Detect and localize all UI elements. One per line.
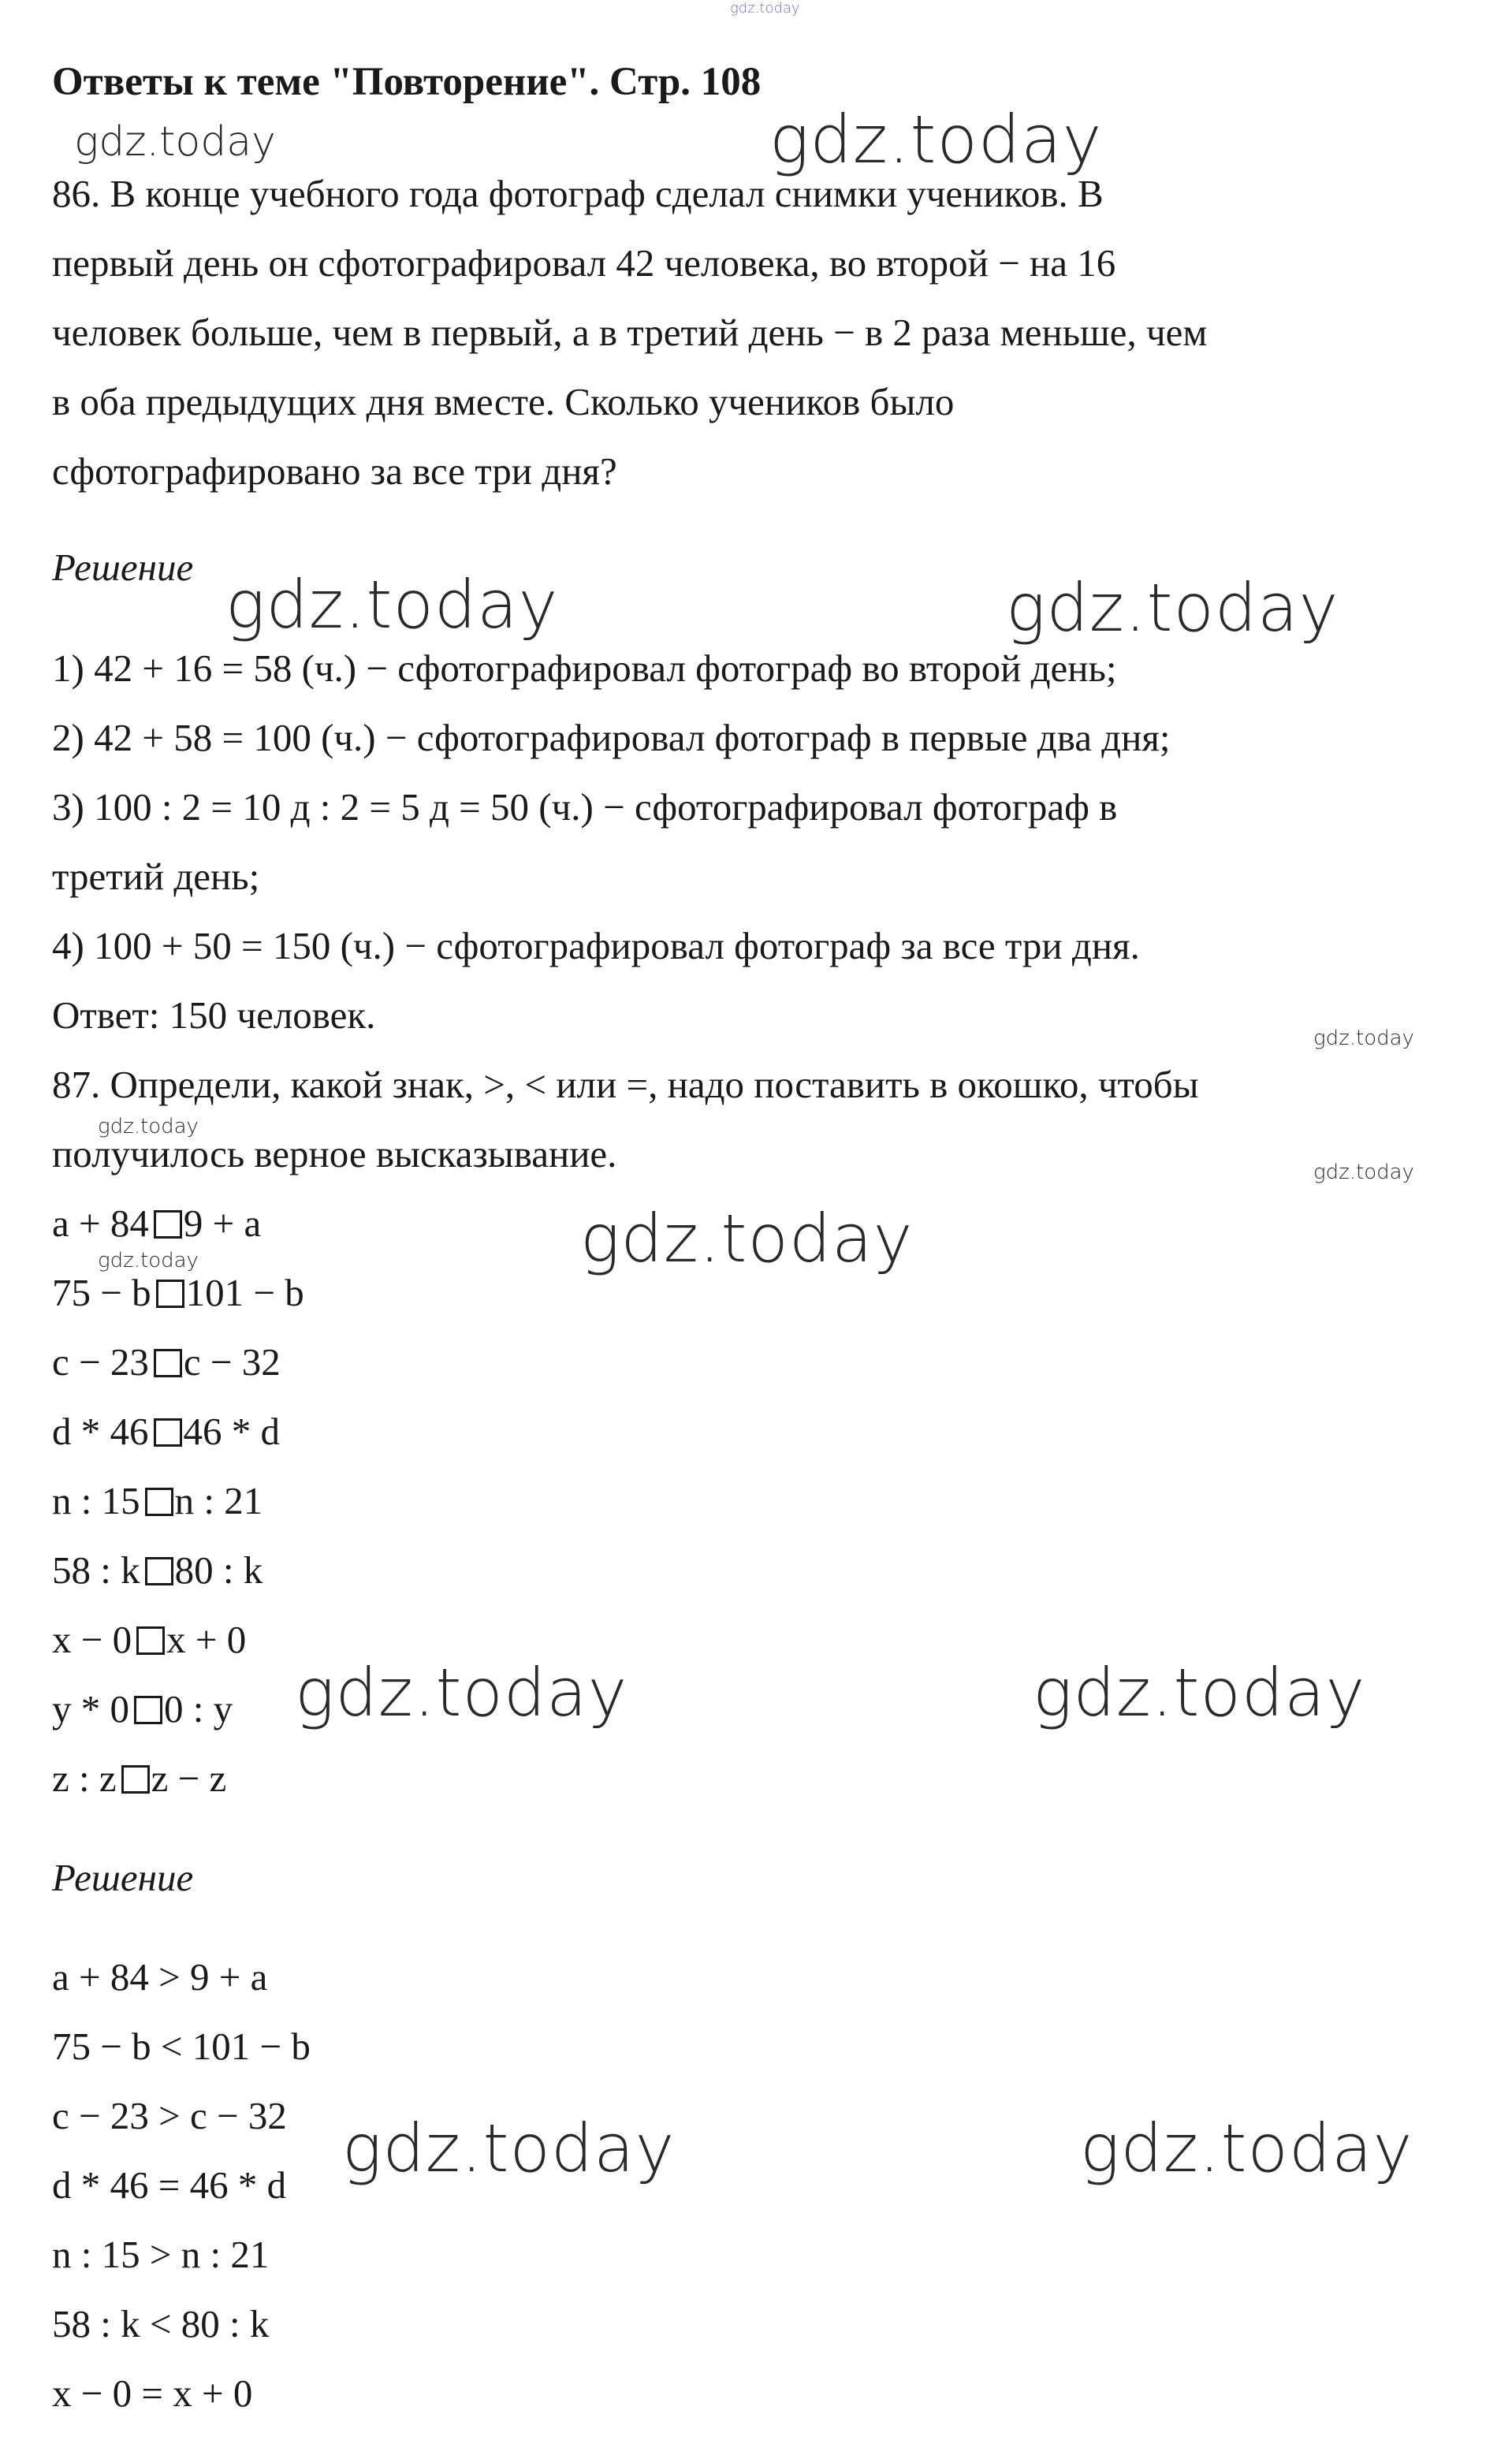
top-watermark: gdz.today	[730, 0, 800, 17]
watermark: gdz.today	[1313, 1026, 1414, 1050]
answer-box	[154, 1210, 182, 1239]
expression-row	[52, 1616, 246, 1663]
watermark: gdz.today	[1033, 1654, 1366, 1731]
expression-left: c − 23	[52, 1340, 149, 1384]
expression-row	[52, 1408, 280, 1455]
problem86-line-3: человек больше, чем в первый, а в третий день − в 2 раза меньше, чем	[52, 311, 1208, 354]
expression-left: x − 0	[52, 1618, 132, 1661]
answer-box	[154, 1349, 182, 1377]
expression-right: 101 − b	[185, 1271, 304, 1314]
watermark: gdz.today	[580, 1200, 914, 1277]
problem87-answer-line: 75 − b < 101 − b	[52, 2025, 311, 2068]
expression-right: 46 * d	[183, 1410, 280, 1453]
page-title: Ответы к теме "Повторение". Стр. 108	[52, 60, 762, 104]
answer-box	[154, 1418, 182, 1447]
problem86-line-1: 86. В конце учебного года фотограф сделал снимки учеников. В	[52, 172, 1104, 215]
problem86-line-5: сфотографировано за все три дня?	[52, 449, 617, 493]
expression-right: c − 32	[183, 1340, 281, 1384]
problem87-answer-line: d * 46 = 46 * d	[52, 2163, 287, 2207]
problem87-answer-line: a + 84 > 9 + a	[52, 1955, 268, 1999]
watermark: gdz.today	[225, 566, 559, 643]
problem86-solution-line-2: 2) 42 + 58 = 100 (ч.) − сфотографировал фотограф в первые два дня;	[52, 716, 1171, 759]
watermark: gdz.today	[98, 1115, 199, 1138]
expression-left: a + 84	[52, 1202, 149, 1245]
problem87-line-1: 87. Определи, какой знак, >, < или =, надо поставить в окошко, чтобы	[52, 1063, 1199, 1106]
expression-right: x + 0	[166, 1618, 247, 1661]
problem86-solution-line-4: третий день;	[52, 855, 260, 898]
expression-row	[52, 1686, 233, 1733]
expression-left: 58 : k	[52, 1548, 140, 1592]
answer-box	[136, 1626, 165, 1655]
expression-left: z : z	[52, 1757, 117, 1800]
expression-row	[52, 1755, 226, 1802]
watermark: gdz.today	[1080, 2110, 1413, 2187]
expression-right: 0 : y	[164, 1687, 233, 1731]
problem87-answer-line: c − 23 > c − 32	[52, 2094, 287, 2137]
watermark: gdz.today	[1313, 1161, 1414, 1184]
expression-left: 75 − b	[52, 1271, 151, 1314]
expression-left: y * 0	[52, 1687, 129, 1731]
problem86-solution-line-5: 4) 100 + 50 = 150 (ч.) − сфотографировал фотограф за все три дня.	[52, 924, 1140, 967]
expression-right: n : 21	[174, 1479, 263, 1522]
problem86-answer: Ответ: 150 человек.	[52, 993, 376, 1037]
answer-box	[134, 1696, 162, 1724]
answer-box	[145, 1488, 173, 1516]
expression-left: n : 15	[52, 1479, 140, 1522]
problem87-line-2: получилось верное высказывание.	[52, 1132, 617, 1175]
watermark: gdz.today	[74, 118, 276, 166]
problem86-solution-line-3: 3) 100 : 2 = 10 д : 2 = 5 д = 50 (ч.) − сфотографировал фотограф в	[52, 785, 1118, 829]
answer-box	[121, 1765, 150, 1794]
problem87-answer-line: x − 0 = x + 0	[52, 2371, 253, 2415]
problem87-solution-label: Решение	[52, 1856, 194, 1899]
watermark: gdz.today	[1006, 569, 1339, 646]
problem87-answer-line: 58 : k < 80 : k	[52, 2302, 270, 2345]
expression-row	[52, 1200, 261, 1247]
watermark: gdz.today	[769, 101, 1103, 178]
expression-right: 80 : k	[174, 1548, 263, 1592]
watermark: gdz.today	[342, 2110, 676, 2187]
expression-right: z − z	[151, 1757, 227, 1800]
watermark: gdz.today	[98, 1249, 199, 1272]
answer-box	[145, 1557, 173, 1585]
expression-row	[52, 1269, 304, 1317]
problem87-answer-line: n : 15 > n : 21	[52, 2233, 270, 2276]
problem86-solution-label: Решение	[52, 546, 194, 589]
watermark: gdz.today	[295, 1654, 628, 1731]
expression-row	[52, 1339, 281, 1386]
expression-right: 9 + a	[183, 1202, 262, 1245]
expression-row	[52, 1477, 263, 1525]
expression-left: d * 46	[52, 1410, 149, 1453]
problem86-line-4: в оба предыдущих дня вместе. Сколько учеников было	[52, 380, 955, 423]
expression-row	[52, 1547, 263, 1594]
problem86-line-2: первый день он сфотографировал 42 человека, во второй − на 16	[52, 241, 1116, 285]
answer-box	[156, 1280, 184, 1308]
problem86-solution-line-1: 1) 42 + 16 = 58 (ч.) − сфотографировал фотограф во второй день;	[52, 646, 1117, 690]
